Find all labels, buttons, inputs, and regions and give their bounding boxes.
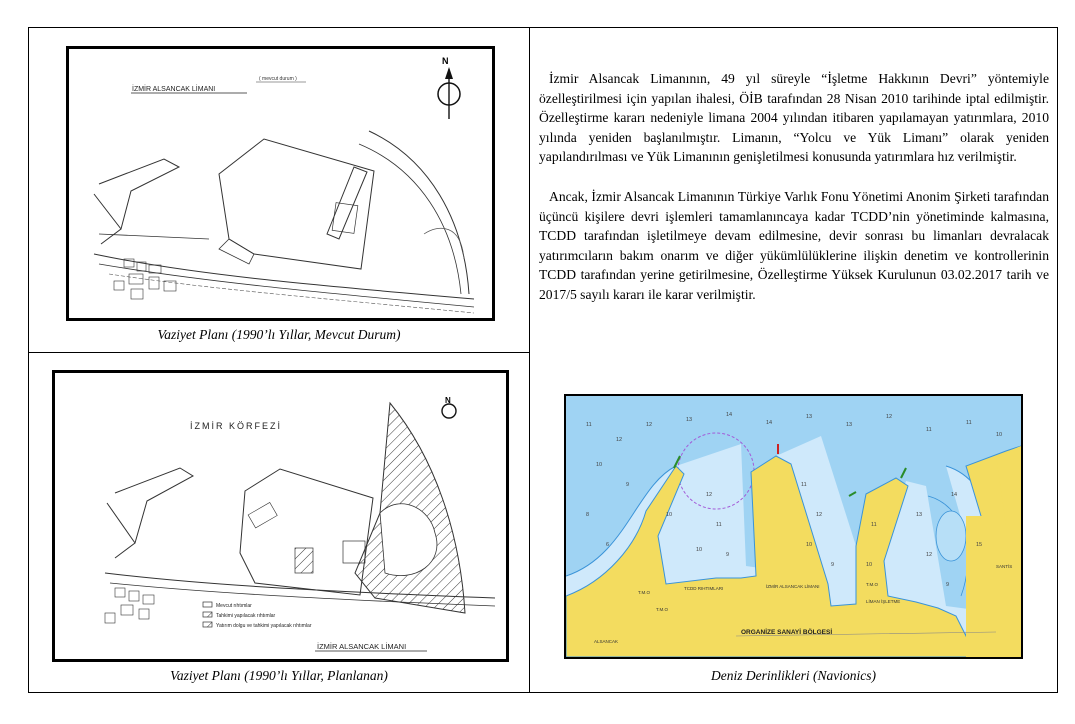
- svg-text:11: 11: [801, 482, 807, 488]
- figure-caption-planned: Vaziyet Planı (1990’lı Yıllar, Planlanan): [170, 668, 388, 683]
- chart-label: TCDD RIHTIMLARI: [684, 586, 724, 591]
- depth-chart-drawing: [566, 396, 1021, 657]
- svg-text:9: 9: [726, 552, 730, 558]
- svg-text:10: 10: [996, 432, 1003, 438]
- site-plan-current-image: [66, 46, 495, 321]
- svg-text:11: 11: [716, 522, 722, 528]
- svg-text:13: 13: [846, 422, 853, 428]
- site-plan-current-drawing: [69, 49, 492, 318]
- svg-text:10: 10: [866, 562, 873, 568]
- legend-item: Tahkimi yapılacak rıhtımlar: [216, 613, 276, 619]
- svg-text:11: 11: [586, 422, 592, 428]
- svg-text:12: 12: [706, 492, 713, 498]
- chart-label: LİMAN İŞLETME: [866, 599, 901, 604]
- gulf-label: İZMİR KÖRFEZİ: [190, 421, 282, 431]
- chart-label: T.M.O: [656, 607, 668, 612]
- chart-label: T.M.O: [638, 590, 650, 595]
- depth-chart-image: [564, 394, 1023, 659]
- svg-text:14: 14: [726, 412, 733, 418]
- body-text: [539, 69, 1049, 325]
- svg-text:10: 10: [806, 542, 813, 548]
- svg-text:12: 12: [646, 422, 653, 428]
- north-arrow-icon: [438, 56, 460, 119]
- chart-label: ALSANCAK: [594, 639, 619, 644]
- chart-label: ORGANİZE SANAYİ BÖLGESİ: [741, 629, 833, 636]
- svg-text:14: 14: [951, 492, 958, 498]
- svg-text:8: 8: [586, 512, 590, 518]
- svg-text:14: 14: [766, 420, 773, 426]
- map-subtitle: ( mevcut durum ): [259, 76, 297, 82]
- svg-text:12: 12: [926, 552, 933, 558]
- svg-text:12: 12: [816, 512, 823, 518]
- svg-text:13: 13: [686, 417, 693, 423]
- svg-text:9: 9: [946, 582, 950, 588]
- svg-text:11: 11: [966, 420, 972, 426]
- svg-text:6: 6: [606, 542, 610, 548]
- site-plan-planned-image: [52, 370, 509, 662]
- svg-text:13: 13: [806, 414, 813, 420]
- svg-text:N: N: [442, 56, 449, 66]
- svg-text:13: 13: [916, 512, 923, 518]
- svg-text:11: 11: [871, 522, 877, 528]
- row-divider-left: [28, 352, 530, 353]
- svg-text:N: N: [445, 396, 451, 405]
- figure-caption-current: Vaziyet Planı (1990’lı Yıllar, Mevcut Durum): [157, 327, 401, 342]
- chart-label: İZMİR ALSANCAK LİMANI: [766, 584, 820, 589]
- plan-legend: [203, 602, 312, 629]
- column-divider: [529, 27, 530, 693]
- figure-caption-depths: Deniz Derinlikleri (Navionics): [711, 668, 876, 683]
- svg-text:10: 10: [596, 462, 603, 468]
- port-label: İZMİR ALSANCAK LİMANI: [317, 642, 407, 651]
- svg-text:15: 15: [976, 542, 983, 548]
- north-arrow-icon: [442, 396, 456, 418]
- svg-text:9: 9: [626, 482, 630, 488]
- map-title: İZMİR ALSANCAK LİMANI: [132, 86, 216, 93]
- svg-text:10: 10: [696, 547, 703, 553]
- svg-text:12: 12: [616, 437, 623, 443]
- paragraph: İzmir Alsancak Limanının, 49 yıl süreyle “İşletme Hakkının Devri” yöntemiyle özelleştirilmesi için yapılan ihalesi, ÖİB tarafından 28 Nisan 2010 tarihinde iptal edilmiştir. Özelleştirme kararı nedeniyle limana 2004 yılından itibaren yapılamayan yatırımlara, 2010 yılında yeniden başlanılmıştır. Limanın, “Yolcu ve Yük Limanı” olarak yeniden yapılandırılması ve Yük Limanının genişletilmesi konusunda yatırımlara hız verilmiştir.: [539, 71, 1049, 165]
- svg-text:10: 10: [666, 512, 673, 518]
- chart-label: SANTİS: [996, 564, 1013, 569]
- svg-text:12: 12: [886, 414, 893, 420]
- site-plan-planned-drawing: [55, 373, 506, 659]
- legend-item: Mevcut rıhtımlar: [216, 603, 252, 609]
- chart-label: T.M.O: [866, 582, 878, 587]
- paragraph: Ancak, İzmir Alsancak Limanının Türkiye Varlık Fonu Yönetimi Anonim Şirketi tarafından üçüncü kişilere devri işlemleri tamamlanıncaya kadar TCDD’nin yönetiminde kalmasına, TCDD tarafından işletilmeye devam edilmesine, devir sonrası bu limanları devralacak yatırımcıların bakım onarım ve diğer yükümlülüklerine ilişkin denetim ve kontrollerinin TCDD tarafından yerine getirilmesine, Özelleştirme Yüksek Kurulunun 03.02.2017 tarih ve 2017/5 sayılı kararı ile karar verilmiştir.: [539, 188, 1049, 302]
- svg-text:11: 11: [926, 427, 932, 433]
- svg-text:9: 9: [831, 562, 835, 568]
- legend-item: Yatırım dolgu ve tahkimi yapılacak rıhtımlar: [216, 623, 312, 629]
